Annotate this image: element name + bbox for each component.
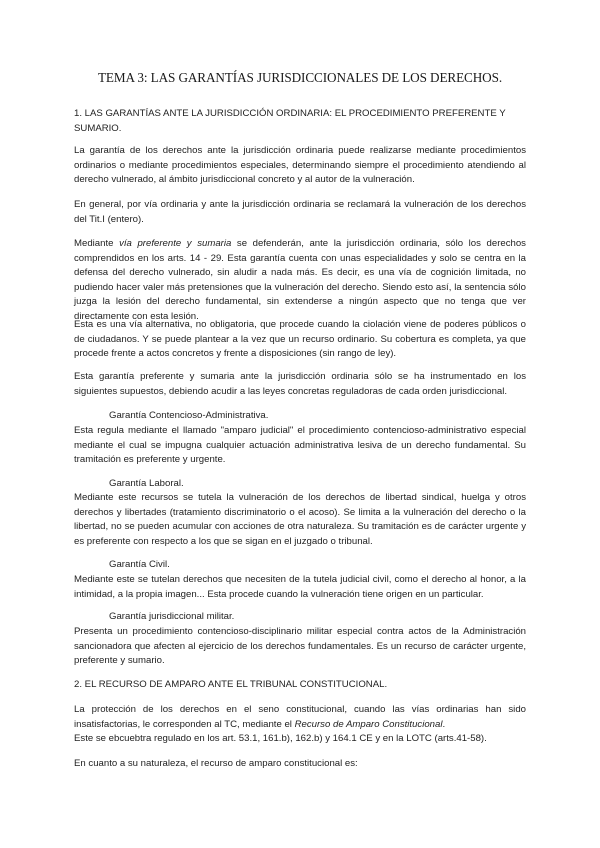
section-1-paragraph-1: La garantía de los derechos ante la jurisdicción ordinaria puede realizarse mediante procedimientos ordinarios o mediante procedimientos especiales, determinando siempre el procedimiento atendiendo al derecho vulnerado, al ámbito jurisdiccional concreto y al autor de la vulneración. xyxy=(74,145,526,186)
s2-p1-pre-text: La protección de los derechos en el seno constitucional, cuando las vías ordinarias han sido insatisfactorias, le corresponden al TC, mediante el xyxy=(74,704,526,730)
section-1-heading: 1. LAS GARANTÍAS ANTE LA JURISDICCIÓN ORDINARIA: EL PROCEDIMIENTO PREFERENTE Y SUMARIO. xyxy=(74,108,506,134)
section-2-heading: 2. EL RECURSO DE AMPARO ANTE EL TRIBUNAL CONSTITUCIONAL. xyxy=(74,679,388,690)
s2-p1-line-2: Este se ebcuebtra regulado en los art. 53.1, 161.b), 162.b) y 164.1 CE y en la LOTC (arts.41-58). xyxy=(74,733,487,745)
guarantee-3-text: Mediante este se tutelan derechos que necesiten de la tutela judicial civil, como el derecho al honor, a la intimidad, a la propia imagen... Esta procede cuando la vulneración tiene origen en un particular. xyxy=(74,574,526,600)
guarantee-2-text: Mediante este recursos se tutela la vulneración de los derechos de libertad sindical, huelga y otros derechos y libertades (tratamiento discriminatorio o el acoso). Se limita a la vulneración del derecho o la libertad, no se pueden acumular con acciones de otra naturaleza. Su tramitación es de carácter urgente y es preferente con respecto a los que se sigan en el juzgado o tribunal. xyxy=(74,492,526,547)
guarantee-4-text: Presenta un procedimiento contencioso-disciplinario militar especial contra actos de la Administración sancionadora que afecten al ejercicio de los derechos fundamentales. Es un recurso de carácter urgente, preferente y sumario. xyxy=(74,626,526,667)
section-1-paragraph-5: Esta garantía preferente y sumaria ante la jurisdicción ordinaria sólo se ha instrumentado en los siguientes supuestos, debiendo acudir a las leyes concretas reguladoras de cada orden jurisdiccional. xyxy=(74,371,526,397)
guarantee-3-title: Garantía Civil. xyxy=(109,559,170,570)
guarantee-1-text: Esta regula mediante el llamado "amparo judicial" el procedimiento contencioso-administrativo especial mediante el cual se impugna cualquier actuación administrativa lesiva de un derecho fundamental. Su tramitación es preferente y urgente. xyxy=(74,425,526,466)
section-1-paragraph-3 xyxy=(74,237,526,325)
section-1-paragraph-2: En general, por vía ordinaria y ante la jurisdicción ordinaria se reclamará la vulneración de los derechos del Tit.I (entero). xyxy=(74,199,526,225)
s2-p1-post-text: . xyxy=(442,718,446,730)
section-2-paragraph-1 xyxy=(74,703,526,747)
section-1-paragraph-4: Esta es una vía alternativa, no obligatoria, que procede cuando la ciolación viene de poderes públicos o de ciudadanos. Y se puede plantear a la vez que un recurso ordinario. Su cobertura es completa, ya que procede frente a actos concretos y frente a disposiciones (sin rango de ley). xyxy=(74,319,526,360)
document-title: TEMA 3: LAS GARANTÍAS JURISDICCIONALES DE LOS DERECHOS. xyxy=(97,70,503,85)
p3-pre-text: Mediante xyxy=(74,238,120,249)
guarantee-4-title: Garantía jurisdiccional militar. xyxy=(109,611,235,622)
guarantee-2-title: Garantía Laboral. xyxy=(109,478,184,489)
guarantee-1-title: Garantía Contencioso-Administrativa. xyxy=(109,410,269,421)
p3-post-text: se defenderán, ante la jurisdicción ordinaria, sólo los derechos comprendidos en los arts. 14 - 29. Esta garantía cuenta con unas especialidades y solo se centra en la defensa del derecho vulnerado, sin aludir a nada más. Es decir, es una vía de cognición limitada, no pudiendo hacer valer más pretensiones que la vulneración del derecho. Siendo esto así, la sentencia sólo juzga la lesión del derecho fundamental, sin extenderse a ningún aspecto que no tenga que ver directamente con esta lesión. xyxy=(74,238,526,322)
section-2-paragraph-2: En cuanto a su naturaleza, el recurso de amparo constitucional es: xyxy=(74,758,358,769)
p3-emphasis: vía preferente y sumaria xyxy=(119,238,232,249)
s2-p1-emphasis: Recurso de Amparo Constitucional xyxy=(294,718,443,730)
